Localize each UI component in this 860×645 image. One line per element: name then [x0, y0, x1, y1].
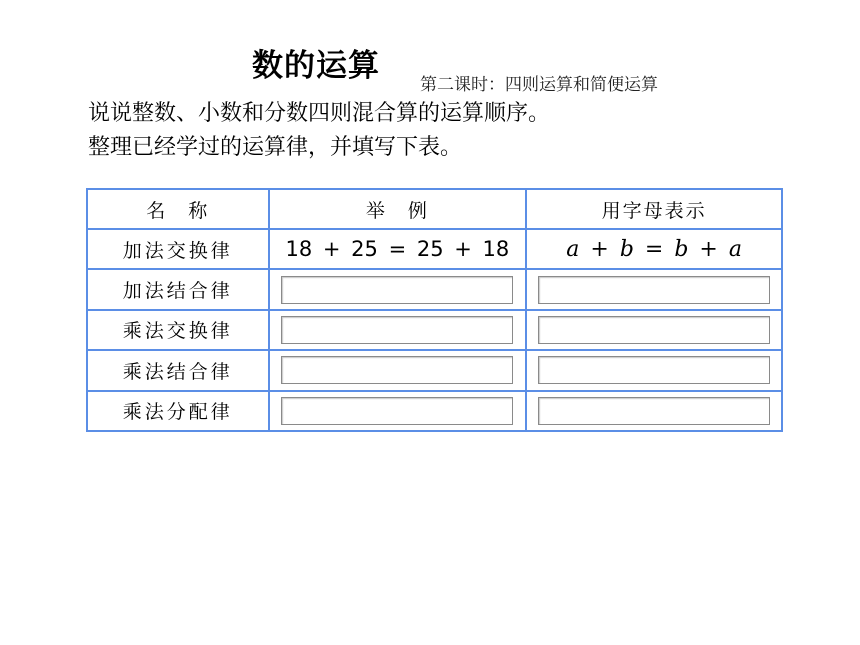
- header-example: 举 例: [269, 189, 527, 229]
- example-input[interactable]: [281, 316, 513, 344]
- example-cell: [269, 269, 527, 309]
- letters-cell: [526, 350, 782, 390]
- example-input[interactable]: [281, 356, 513, 384]
- letters-input[interactable]: [538, 316, 770, 344]
- letters-input[interactable]: [538, 397, 770, 425]
- header-letters: 用字母表示: [526, 189, 782, 229]
- letters-cell: [526, 391, 782, 431]
- law-name: 加法交换律: [87, 229, 269, 269]
- letters-input[interactable]: [538, 276, 770, 304]
- letters-cell: [526, 310, 782, 350]
- table-row: [87, 391, 782, 431]
- table-row: [87, 350, 782, 390]
- law-name: 乘法交换律: [87, 310, 269, 350]
- table-row: [87, 269, 782, 309]
- instruction-line-2: 整理已经学过的运算律，并填写下表。: [88, 135, 463, 160]
- law-name: 乘法分配律: [87, 391, 269, 431]
- example-input[interactable]: [281, 397, 513, 425]
- header-name: 名 称: [87, 189, 269, 229]
- law-example: 18 + 25 = 25 + 18: [269, 229, 527, 269]
- table-row: [87, 310, 782, 350]
- table-row: [87, 229, 782, 269]
- law-name: 加法结合律: [87, 269, 269, 309]
- table-header-row: [87, 189, 782, 229]
- page-title: 数的运算: [252, 48, 380, 84]
- example-cell: [269, 391, 527, 431]
- letters-cell: [526, 269, 782, 309]
- instruction-line-1: 说说整数、小数和分数四则混合算的运算顺序。: [88, 101, 551, 126]
- example-cell: [269, 350, 527, 390]
- example-input[interactable]: [281, 276, 513, 304]
- lesson-subtitle: 第二课时：四则运算和简便运算: [420, 75, 658, 95]
- letters-input[interactable]: [538, 356, 770, 384]
- law-letters: a + b = b + a: [526, 229, 782, 269]
- law-name: 乘法结合律: [87, 350, 269, 390]
- operation-laws-table: [86, 188, 783, 432]
- example-cell: [269, 310, 527, 350]
